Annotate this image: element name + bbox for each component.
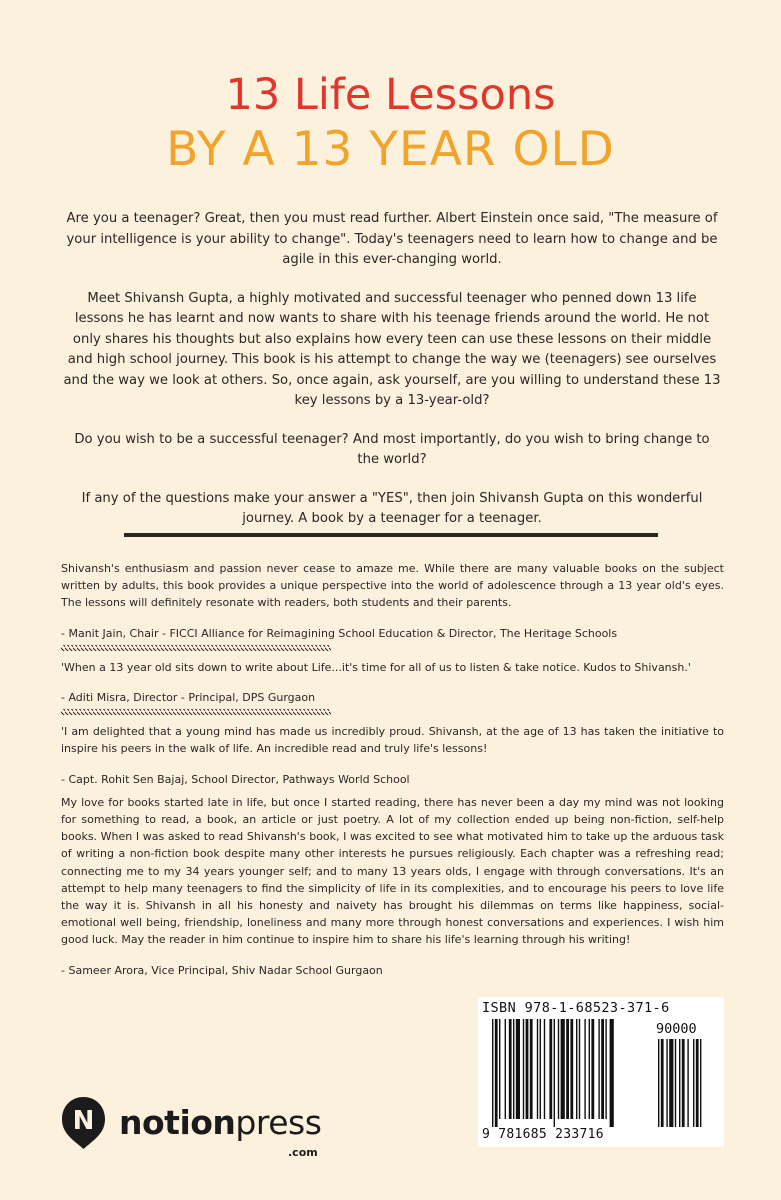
review-attribution: - Aditi Misra, Director - Principal, DPS Gurgaon [61,691,316,705]
logo-letter: N [72,1106,95,1136]
isbn-digits: 9 781685 233716 [482,1127,604,1142]
review-quote: 'I am delighted that a young mind has made us incredibly proud. Shivansh, at the age of 13 has taken the initiative to inspire his peers in the walk of life. An incredible read and truly life's lessons! [61,725,724,756]
publisher-name-bold: notion [119,1103,236,1142]
blurb-paragraph: Do you wish to be a successful teenager? And most importantly, do you wish to bring change to the world? [74,431,710,467]
publisher-name [119,1103,321,1142]
isbn-barcode [478,997,724,1147]
title-line-2: BY A 13 YEAR OLD [166,122,615,177]
blurb-paragraph: Are you a teenager? Great, then you must read further. Albert Einstein once said, "The measure of your intelligence is your ability to change". Today's teenagers need to learn how to change and be agile in this ever-changing world. [66,211,718,267]
review-attribution: - Sameer Arora, Vice Principal, Shiv Nadar School Gurgaon [61,963,383,977]
review-quote: My love for books started late in life, but once I started reading, there has never been a day my mind was not looking for something to read, a book, an article or just poetry. A lot of my collection ended up being non-fiction, self-help books. When I was asked to read Shivansh's book, I was excited to see what motivated him to take up the arduous task of writing a non-fiction book despite many other interests he pursues religiously. Each chapter was a refreshing read; connecting me to my 34 years younger self; and to many 13 years olds, I engage with through conversations. It's an attempt to help many teenagers to find the simplicity of life in its complexities, and to encourage his peers to love life the way it is. Shivansh in all his honesty and naivety has brought his dilemmas on terms like happiness, social-emotional well being, friendship, loneliness and many more through honest conversations and experiences. I wish him good luck. May the reader in him continue to inspire him to share his life's learning through his writing! [61,795,724,947]
publisher-logo [60,1095,320,1165]
book-blurb [62,209,722,548]
review-quote: 'When a 13 year old sits down to write about Life...it's time for all of us to listen & take notice. Kudos to Shivansh.' [61,660,691,674]
blurb-paragraph: If any of the questions make your answer a "YES", then join Shivansh Gupta on this wonderful journey. A book by a teenager for a teenager. [81,490,703,526]
reviews-section [61,560,724,979]
title-line-1: 13 Life Lessons [225,70,556,120]
isbn-addon: 90000 [656,1021,697,1037]
isbn-label: ISBN 978-1-68523-371-6 [482,1000,670,1016]
review-attribution: - Capt. Rohit Sen Bajaj, School Director, Pathways World School [61,772,410,786]
blurb-paragraph: Meet Shivansh Gupta, a highly motivated and successful teenager who penned down 13 life lessons he has learnt and now wants to share with his teenage friends around the world. He not only shares his thoughts but also explains how every teen can use these lessons on their middle and high school journey. This book is his attempt to change the way we (teenagers) see ourselves and the way we look at others. So, once again, ask yourself, are you willing to understand these 13 key lessons by a 13-year-old? [63,290,721,408]
zigzag-divider [61,709,331,715]
review-quote: Shivansh's enthusiasm and passion never cease to amaze me. While there are many valuable books on the subject written by adults, this book provides a unique perspective into the world of adolescence through a 13 year old's eyes. The lessons will definitely resonate with readers, both students and their parents. [61,562,724,610]
divider [124,533,658,537]
publisher-name-light: press [235,1103,322,1142]
zigzag-divider [61,645,331,651]
publisher-suffix: .com [288,1146,318,1159]
review-attribution: - Manit Jain, Chair - FICCI Alliance for Reimagining School Education & Director, The Heritage Schools [61,626,618,640]
notionpress-logo-icon [60,1095,107,1151]
